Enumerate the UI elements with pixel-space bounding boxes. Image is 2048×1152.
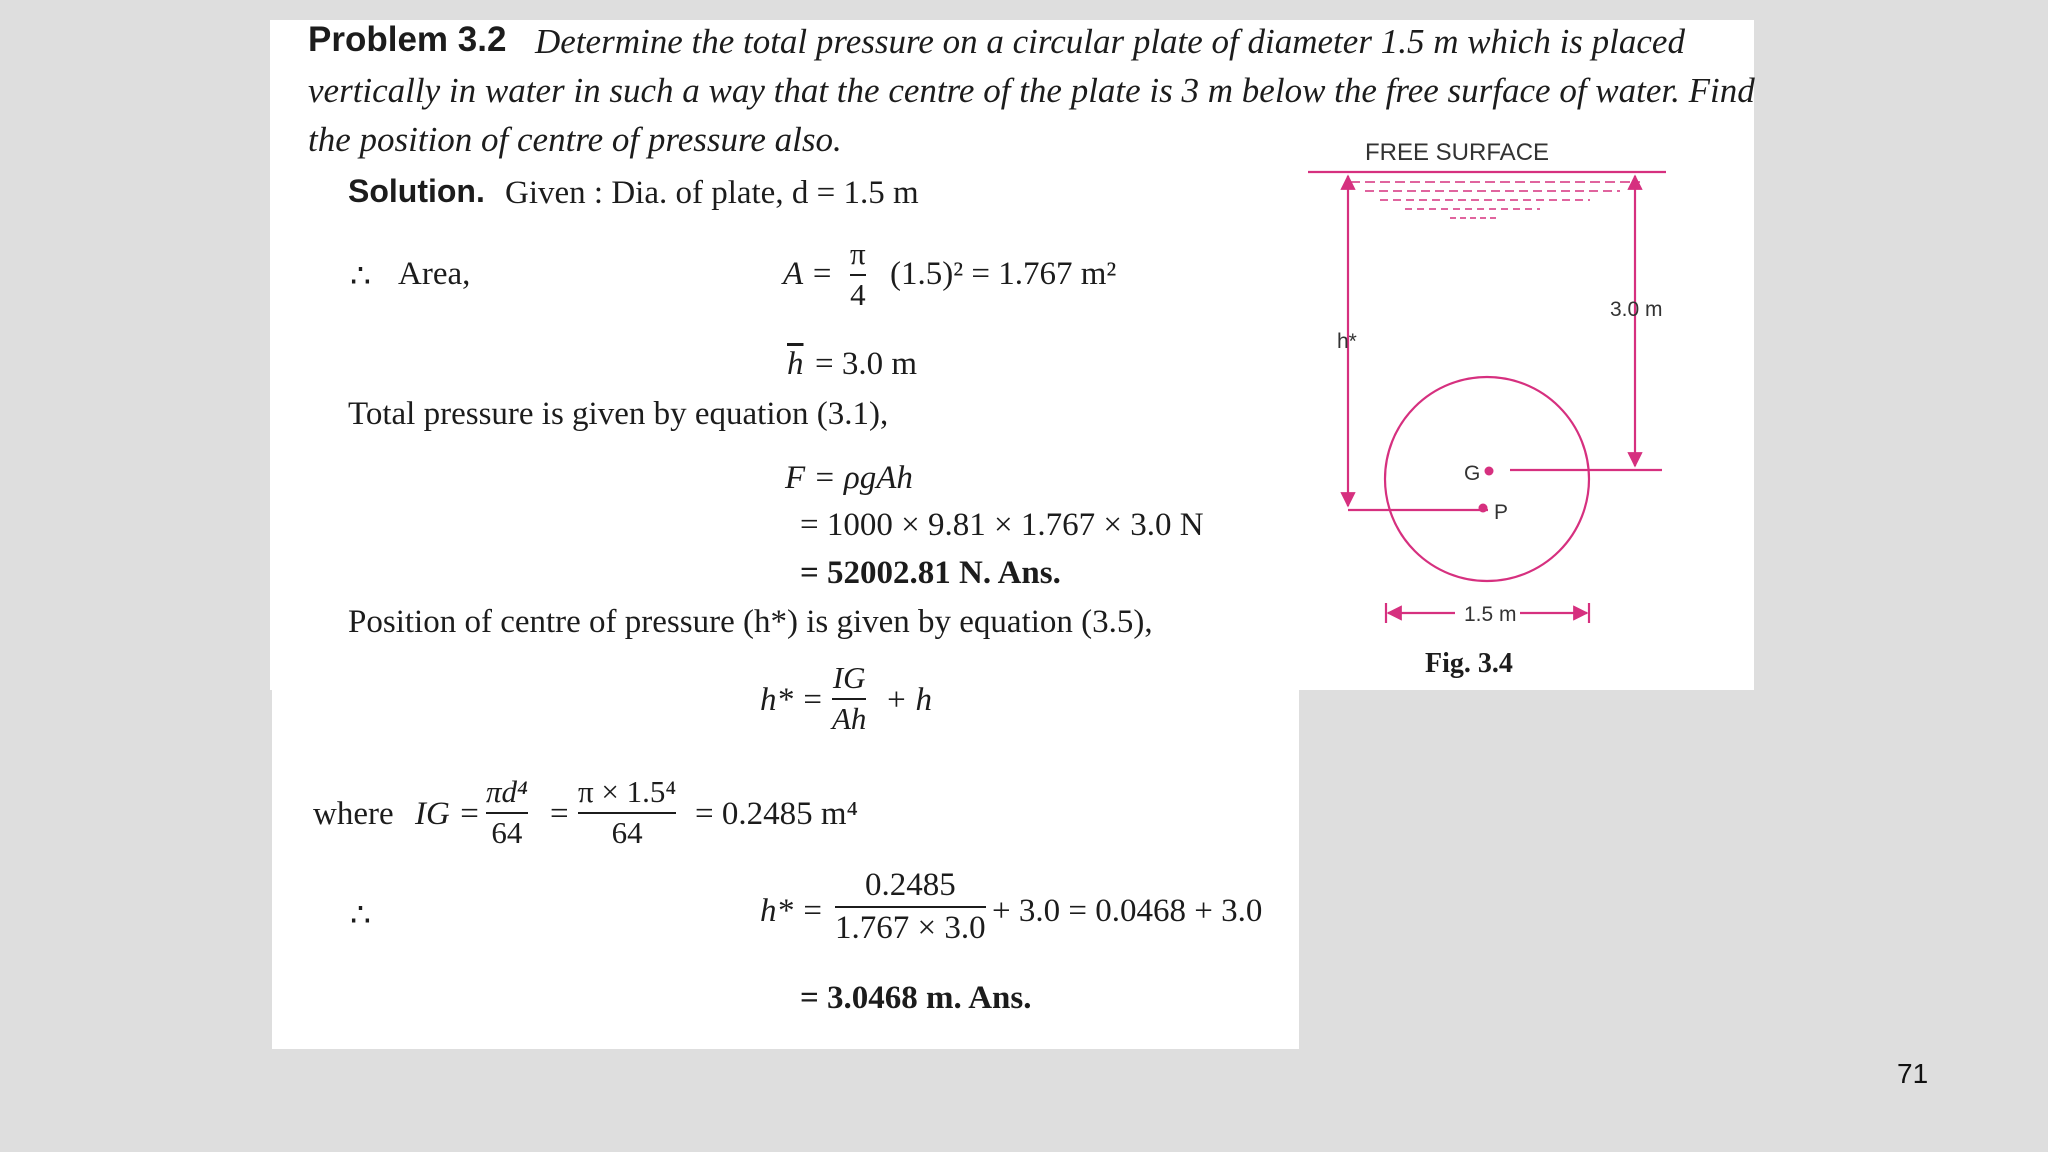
free-surface-label: FREE SURFACE <box>1365 139 1550 166</box>
area-fraction <box>850 238 866 311</box>
diameter-label: 1.5 m <box>1464 603 1517 626</box>
final-lhs: h* = <box>760 893 824 929</box>
ig-value: = 0.2485 m⁴ <box>695 796 859 832</box>
area-rhs: (1.5)² = 1.767 m² <box>890 256 1117 292</box>
therefore-symbol-2: ∴ <box>350 898 371 934</box>
ig-fraction-2-denominator: 64 <box>611 814 643 850</box>
circular-plate <box>1385 377 1589 581</box>
page-number: 71 <box>1897 1058 1929 1089</box>
area-label: Area, <box>398 256 471 292</box>
ig-fraction-2-numerator: π × 1.5⁴ <box>578 774 677 809</box>
where-label: where <box>313 796 394 832</box>
force-answer: = 52002.81 N. Ans. <box>800 555 1061 591</box>
depth-label: 3.0 m <box>1610 298 1663 321</box>
ig-fraction-2 <box>578 776 676 849</box>
hstar-label: h* <box>1337 330 1357 353</box>
total-pressure-text: Total pressure is given by equation (3.1), <box>348 396 889 432</box>
figure-caption: Fig. 3.4 <box>1425 648 1513 679</box>
problem-line-3: the position of centre of pressure also. <box>308 120 842 159</box>
centre-of-pressure-point <box>1479 504 1488 513</box>
hstar-denominator: Ah <box>832 700 867 736</box>
g-label: G <box>1464 462 1481 485</box>
hstar-lhs: h* = <box>760 682 824 718</box>
centre-of-pressure-text: Position of centre of pressure (h*) is given by equation (3.5), <box>348 604 1153 640</box>
final-numerator: 0.2485 <box>864 867 956 903</box>
ig-equals: = <box>550 796 569 832</box>
force-equation: F = ρgAh <box>785 460 913 496</box>
centroid-point <box>1485 467 1494 476</box>
solution-heading: Solution. <box>348 173 485 209</box>
document-sheet-bottom <box>272 500 1299 1049</box>
hstar-numerator: IG <box>832 660 866 695</box>
solution-given: Given : Dia. of plate, d = 1.5 m <box>505 175 919 211</box>
hstar-fraction <box>832 662 866 735</box>
circular-plate-diagram <box>1290 130 1690 690</box>
ig-fraction-1 <box>486 776 528 849</box>
hbar-value: = 3.0 m <box>815 346 918 382</box>
problem-line-1: Determine the total pressure on a circular plate of diameter 1.5 m which is placed <box>535 22 1685 61</box>
force-substitution: = 1000 × 9.81 × 1.767 × 3.0 N <box>800 507 1204 543</box>
ig-fraction-1-denominator: 64 <box>491 814 523 850</box>
area-fraction-denominator: 4 <box>850 276 866 312</box>
therefore-symbol: ∴ <box>350 259 371 295</box>
final-rhs: + 3.0 = 0.0468 + 3.0 <box>992 893 1263 929</box>
area-lhs: A = <box>783 256 834 292</box>
problem-heading: Problem 3.2 <box>308 20 507 59</box>
final-denominator: 1.767 × 3.0 <box>835 909 986 946</box>
hbar-symbol: $\overline{h}$ <box>787 346 804 382</box>
ig-lhs: IG = <box>415 796 481 832</box>
hstar-tail: + h <box>885 682 933 718</box>
problem-line-2: vertically in water in such a way that the centre of the plate is 3 m below the free surface of water. Find <box>308 71 1755 110</box>
ig-fraction-1-numerator: πd⁴ <box>486 774 528 809</box>
p-label: P <box>1494 501 1509 524</box>
final-fraction <box>835 868 986 945</box>
area-fraction-numerator: π <box>850 236 866 271</box>
final-answer: = 3.0468 m. Ans. <box>800 980 1032 1016</box>
